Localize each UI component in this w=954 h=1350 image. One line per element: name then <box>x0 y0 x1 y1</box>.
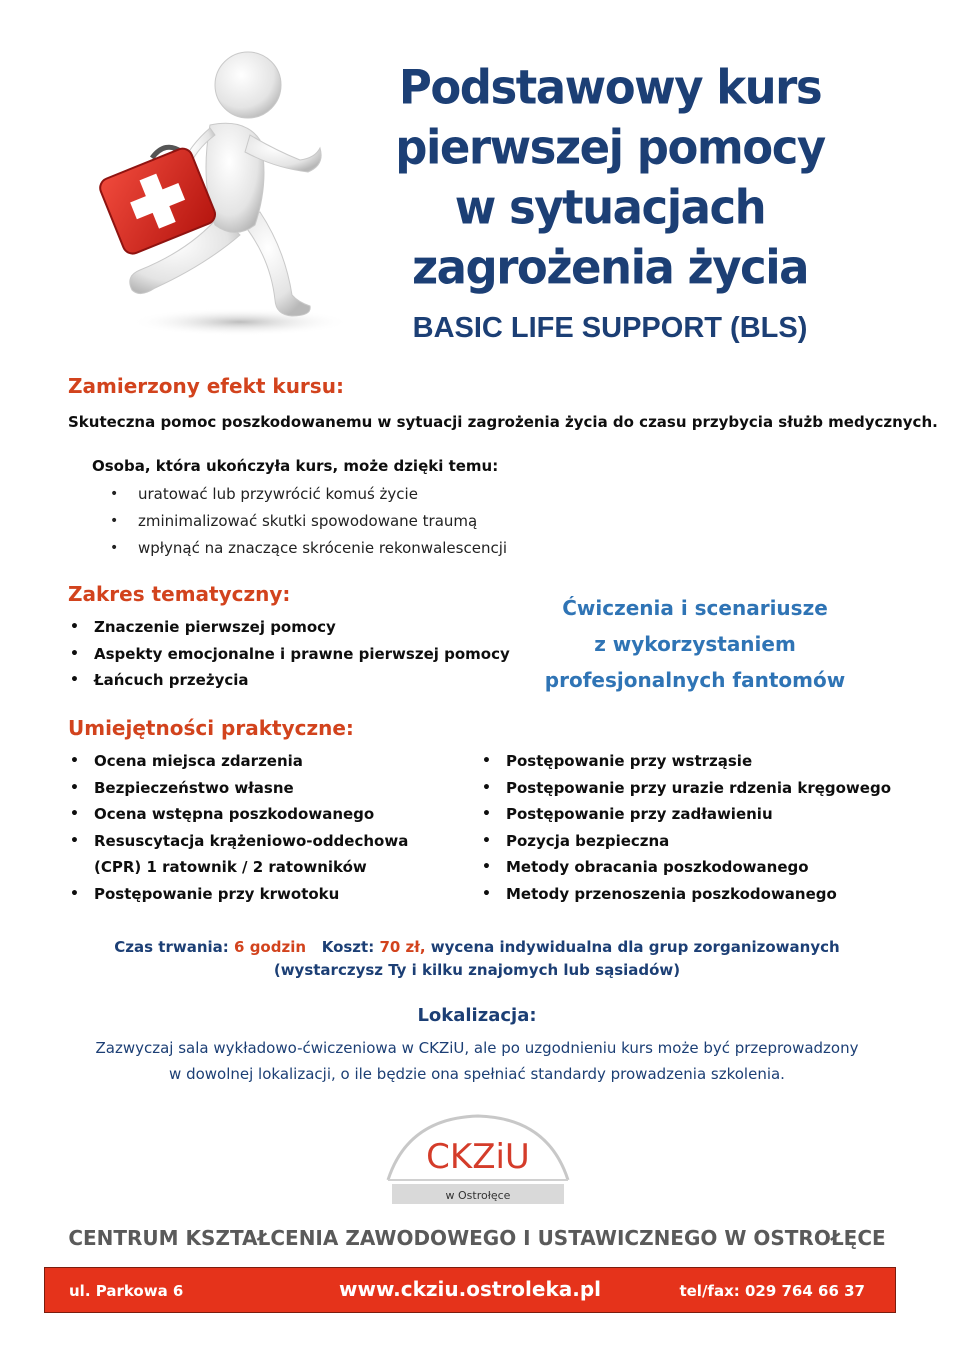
list-item: • Postępowanie przy krwotoku <box>68 881 468 908</box>
callout-line-3: profesjonalnych fantomów <box>544 668 846 692</box>
list-item: (CPR) 1 ratownik / 2 ratowników <box>94 858 367 876</box>
title-line-4: zagrożenia życia <box>411 239 809 296</box>
callout-line-1: Ćwiczenia i scenariusze <box>562 596 828 620</box>
logo-name: CKZiU <box>426 1137 530 1177</box>
location-line-2: w dowolnej lokalizacji, o ile będzie ona spełniać standardy prowadzenia szkolenia. <box>169 1065 785 1083</box>
list-item: • Ocena miejsca zdarzenia <box>68 748 468 775</box>
group-note: (wystarczysz Ty i kilku znajomych lub sąsiadów) <box>273 961 681 979</box>
list-item: • Postępowanie przy wstrząsie <box>480 748 900 775</box>
title-line-3: w sytuacjach <box>454 179 766 236</box>
list-item: • Aspekty emocjonalne i prawne pierwszej pomocy <box>68 641 518 668</box>
title-line-2: pierwszej pomocy <box>395 119 825 176</box>
scope-heading: Zakres tematyczny: <box>68 582 291 606</box>
location-line-1: Zazwyczaj sala wykładowo-ćwiczeniowa w CKZiU, ale po uzgodnieniu kurs może być przeprowadzony <box>95 1039 859 1057</box>
footer-address: ul. Parkowa 6 <box>69 1282 184 1300</box>
skills-right-list <box>480 748 900 907</box>
list-item: • Postępowanie przy urazie rdzenia kręgowego <box>480 775 900 802</box>
footer-website-link[interactable]: www.ckziu.ostroleka.pl <box>339 1277 602 1301</box>
list-item: • Resuscytacja krążeniowo-oddechowa <box>68 828 468 855</box>
duration-label: Czas trwania: <box>114 938 229 956</box>
callout-line-2: z wykorzystaniem <box>594 632 796 656</box>
effect-list <box>108 481 608 562</box>
effect-intro: Osoba, która ukończyła kurs, może dzięki temu: <box>92 457 499 475</box>
list-item: • uratować lub przywrócić komuś życie <box>108 481 608 508</box>
footer-phone: tel/fax: 029 764 66 37 <box>679 1282 865 1300</box>
cost-value: 70 zł, <box>379 938 426 956</box>
duration-value: 6 godzin <box>234 938 307 956</box>
center-name: CENTRUM KSZTAŁCENIA ZAWODOWEGO I USTAWICZNEGO W OSTROŁĘCE <box>68 1226 886 1250</box>
cost-note: wycena indywidualna dla grup zorganizowanych <box>430 938 840 956</box>
duration-cost-line <box>0 938 954 956</box>
effect-heading: Zamierzony efekt kursu: <box>68 374 344 398</box>
footer-bar <box>44 1267 896 1313</box>
callout <box>530 590 860 698</box>
skills-heading: Umiejętności praktyczne: <box>68 716 354 740</box>
cost-label: Koszt: <box>321 938 375 956</box>
list-item: • Pozycja bezpieczna <box>480 828 900 855</box>
list-item: • Postępowanie przy zadławieniu <box>480 801 900 828</box>
list-item: • Bezpieczeństwo własne <box>68 775 468 802</box>
title-line-1: Podstawowy kurs <box>398 59 822 116</box>
list-item: • Łańcuch przeżycia <box>68 667 518 694</box>
list-item: • Ocena wstępna poszkodowanego <box>68 801 468 828</box>
skills-left-list <box>68 748 468 907</box>
logo-sub: w Ostrołęce <box>445 1189 511 1202</box>
list-item: • Metody obracania poszkodowanego <box>480 854 900 881</box>
list-item: • Znaczenie pierwszej pomocy <box>68 614 518 641</box>
effect-lead: Skuteczna pomoc poszkodowanemu w sytuacji zagrożenia życia do czasu przybycia służb medycznych. <box>68 413 938 431</box>
subtitle: BASIC LIFE SUPPORT (BLS) <box>412 312 808 344</box>
running-figure-with-first-aid-case-icon <box>70 40 370 340</box>
list-item: • wpłynąć na znaczące skrócenie rekonwalescencji <box>108 535 608 562</box>
list-item: • Metody przenoszenia poszkodowanego <box>480 881 900 908</box>
list-item: • zminimalizować skutki spowodowane traumą <box>108 508 608 535</box>
location-heading: Lokalizacja: <box>417 1005 537 1026</box>
scope-list <box>68 614 518 694</box>
ckziu-logo <box>378 1112 578 1212</box>
